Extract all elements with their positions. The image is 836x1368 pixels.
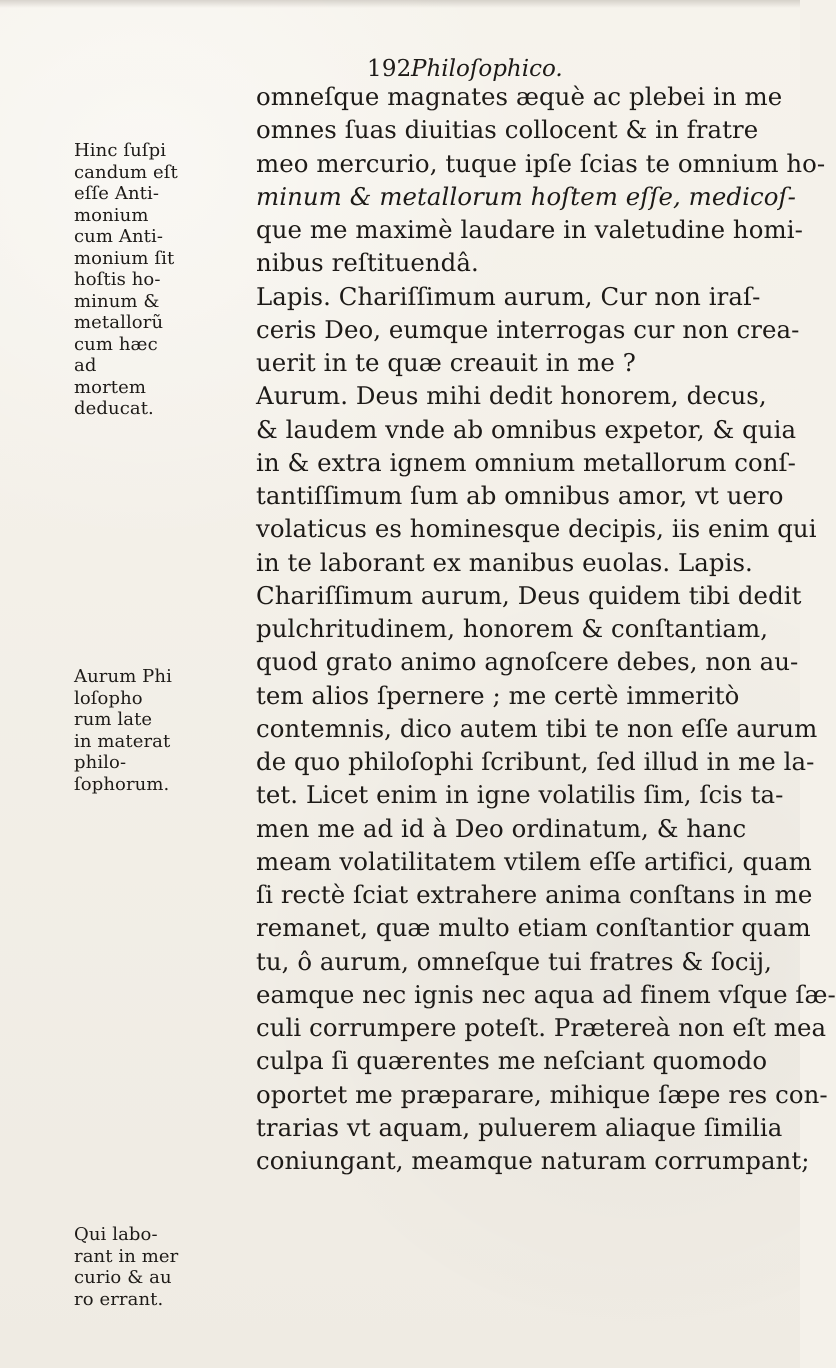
main-line-24: meam volatilitatem vtilem eſſe artifici, quam — [256, 846, 812, 876]
margin-note-3-line-1: Qui labo- — [74, 1224, 158, 1245]
main-line-6: nibus reſtituendâ. — [256, 248, 479, 278]
main-line-20: contemnis, dico autem tibi te non eſſe aurum — [256, 713, 818, 743]
margin-note-1-line-1: Hinc ſuſpi — [74, 140, 167, 161]
margin-note-mercury — [74, 1224, 244, 1310]
margin-note-1-line-13: deducat. — [74, 398, 154, 419]
main-line-7: Lapis. Chariſſimum aurum, Cur non iraſ- — [256, 281, 761, 311]
margin-note-1-line-11: ad — [74, 355, 97, 376]
margin-note-3-line-4: ro errant. — [74, 1288, 164, 1310]
main-line-26: remanet, quæ multo etiam conſtantior quam — [256, 913, 811, 943]
margin-note-1-line-8: minum & — [74, 290, 160, 312]
main-line-31: oportet me præparare, mihique ſæpe res con- — [256, 1079, 828, 1109]
main-line-3: meo mercurio, tuque ipſe ſcias te omnium ho- — [256, 148, 826, 178]
main-line-5: que me maximè laudare in valetudine homi- — [256, 215, 803, 244]
margin-note-2-line-5: philo- — [74, 752, 127, 773]
margin-note-1-line-4: monium — [74, 204, 149, 226]
margin-note-3-line-3: curio & au — [74, 1267, 172, 1288]
main-line-19: tem alios ſpernere ; me certè immeritò — [256, 680, 740, 710]
margin-note-1-line-5: cum Anti- — [74, 226, 164, 247]
main-line-17: pulchritudinem, honorem & conſtantiam, — [256, 614, 769, 643]
margin-note-aurum — [74, 666, 244, 795]
main-line-11: & laudem vnde ab omnibus expetor, & quia — [256, 414, 797, 444]
main-line-22: tet. Licet enim in igne volatilis ſim, ſcis ta- — [256, 780, 784, 810]
main-line-12: in & extra ignem omnium metallorum conſ- — [256, 447, 796, 477]
main-line-30: culpa ſi quærentes me neſciant quomodo — [256, 1046, 768, 1076]
running-head: Philoſophico. — [411, 56, 563, 82]
margin-note-1-line-3: eſſe Anti- — [74, 183, 160, 204]
margin-note-1-line-7: hoſtis ho- — [74, 269, 161, 290]
main-line-28: eamque nec ignis nec aqua ad finem vſque ſæ- — [256, 979, 836, 1009]
margin-note-3-line-2: rant in mer — [74, 1245, 179, 1267]
main-line-29: culi corrumpere poteſt. Prætereà non eſt mea — [256, 1013, 827, 1042]
margin-note-2-line-1: Aurum Phi — [74, 666, 172, 687]
margin-note-1-line-10: cum hæc — [74, 333, 158, 355]
main-line-25: ſi rectè ſciat extrahere anima conſtans in me — [256, 880, 813, 909]
main-text-block — [256, 80, 836, 1177]
margin-note-1-line-9: metallorũ — [74, 312, 164, 333]
page-number: 192 — [367, 56, 412, 82]
main-line-9: uerit in te quæ creauit in me ? — [256, 348, 636, 377]
margin-note-antimonium — [74, 140, 244, 420]
main-line-1: omneſque magnates æquè ac plebei in me — [256, 82, 783, 111]
main-line-33: coniungant, meamque naturam corrumpant; — [256, 1146, 810, 1175]
main-line-4: minum & metallorum hoſtem eſſe, medicoſ- — [256, 181, 796, 211]
main-line-16: Chariſſimum aurum, Deus quidem tibi dedit — [256, 580, 802, 610]
margin-note-2-line-4: in materat — [74, 730, 171, 752]
main-line-27: tu, ô aurum, omneſque tui fratres & ſocij, — [256, 946, 772, 976]
margin-note-1-line-6: monium ſit — [74, 247, 175, 269]
margin-note-1-line-12: mortem — [74, 376, 147, 398]
main-line-23: men me ad id à Deo ordinatum, & hanc — [256, 813, 747, 843]
margin-note-2-line-6: ſophorum. — [74, 773, 170, 795]
page-top-edge — [0, 0, 800, 8]
main-line-2: omnes ſuas diuitias collocent & in fratre — [256, 115, 759, 145]
margin-note-2-line-2: loſopho — [74, 687, 143, 709]
main-line-21: de quo philoſophi ſcribunt, ſed illud in me la- — [256, 747, 815, 776]
main-line-18: quod grato animo agnoſcere debes, non au- — [256, 647, 799, 677]
main-line-8: ceris Deo, eumque interrogas cur non crea- — [256, 314, 800, 344]
margin-note-2-line-3: rum late — [74, 709, 153, 730]
margin-note-1-line-2: candum eſt — [74, 161, 178, 183]
main-line-32: trarias vt aquam, puluerem aliaque ſimilia — [256, 1112, 783, 1142]
main-line-15: in te laborant ex manibus euolas. Lapis. — [256, 547, 753, 577]
main-line-10: Aurum. Deus mihi dedit honorem, decus, — [256, 381, 767, 411]
main-line-13: tantiſſimum ſum ab omnibus amor, vt uero — [256, 481, 784, 510]
main-line-14: volaticus es hominesque decipis, iis enim qui — [256, 514, 817, 544]
